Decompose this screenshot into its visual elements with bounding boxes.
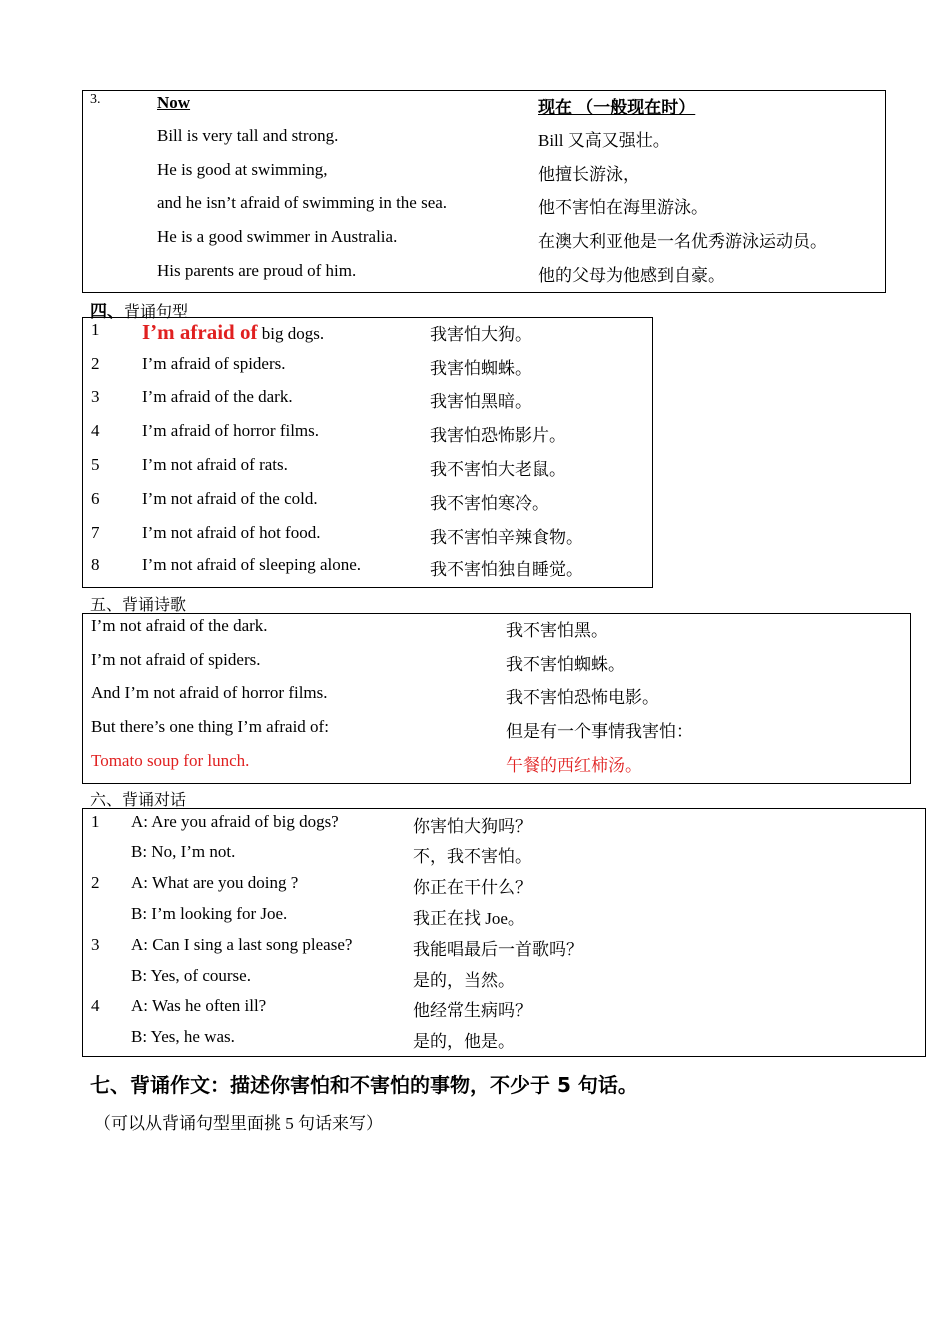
- section-3-row-en: and he isn’t afraid of swimming in the sea.: [157, 193, 448, 212]
- sentence-number: 3: [91, 387, 100, 406]
- dialogue-line-en: B: No, I’m not.: [131, 842, 236, 861]
- poem-line-zh: 午餐的西红柿汤。: [506, 756, 642, 775]
- dialogue-line-zh: 他经常生病吗？: [413, 1001, 532, 1020]
- sentence-zh: 我不害怕独自睡觉。: [430, 560, 583, 579]
- sentence-number: 6: [91, 489, 100, 508]
- section-3-row-en: His parents are proud of him.: [157, 261, 357, 280]
- dialogue-number: 4: [91, 996, 100, 1015]
- dialogue-line-zh: 是的，当然。: [413, 971, 515, 990]
- sentence-zh: 我不害怕辛辣食物。: [430, 528, 583, 547]
- dialogue-line-en: A: What are you doing ?: [131, 873, 299, 892]
- dialogue-line-zh: 是的，他是。: [413, 1032, 515, 1051]
- sentence-number: 4: [91, 421, 100, 440]
- poem-line-zh: 但是有一个事情我害怕：: [506, 722, 693, 741]
- sentence-zh: 我不害怕大老鼠。: [430, 460, 566, 479]
- section-6-title: 六、背诵对话: [90, 792, 187, 809]
- section-3-row-en: He is a good swimmer in Australia.: [157, 227, 398, 246]
- sentence-number: 7: [91, 523, 100, 542]
- sentence-en: I’m not afraid of sleeping alone.: [142, 555, 362, 574]
- section-3-row-zh: 在澳大利亚他是一名优秀游泳运动员。: [538, 232, 827, 251]
- sentence-en: I’m afraid of the dark.: [142, 387, 293, 406]
- section-7-note: （可以从背诵句型里面挑 5 句话来写）: [94, 1114, 383, 1133]
- dialogue-number: 3: [91, 935, 100, 954]
- poem-line-en: Tomato soup for lunch.: [91, 751, 250, 770]
- poem-line-zh: 我不害怕蜘蛛。: [506, 655, 625, 674]
- poem-line-en: I’m not afraid of the dark.: [91, 616, 268, 635]
- sentence-en: [142, 320, 324, 345]
- poem-line-en: I’m not afraid of spiders.: [91, 650, 261, 669]
- sentence-zh: 我害怕大狗。: [430, 325, 532, 344]
- sentence-en: I’m not afraid of the cold.: [142, 489, 318, 508]
- dialogue-line-zh: 我正在找 Joe。: [413, 909, 525, 928]
- sentence-number: 2: [91, 354, 100, 373]
- section-3-number: 3.: [90, 92, 101, 107]
- dialogue-line-zh: 你害怕大狗吗？: [413, 817, 532, 836]
- sentence-zh: 我害怕蜘蛛。: [430, 359, 532, 378]
- section-3-row-zh: 他擅长游泳，: [538, 165, 640, 184]
- section-3-row-en: Bill is very tall and strong.: [157, 126, 339, 145]
- sentence-highlight: I’m afraid of: [142, 320, 258, 344]
- dialogue-line-en: A: Was he often ill?: [131, 996, 267, 1015]
- dialogue-line-zh: 我能唱最后一首歌吗？: [413, 940, 583, 959]
- sentence-zh: 我害怕恐怖影片。: [430, 426, 566, 445]
- section-4-title: 背诵句型: [124, 304, 189, 321]
- poem-line-en: And I’m not afraid of horror films.: [91, 683, 328, 702]
- section-3-title-zh: 现在 （一般现在时）: [538, 98, 696, 117]
- sentence-number: 1: [91, 320, 100, 339]
- sentence-number: 8: [91, 555, 100, 574]
- poem-line-en: But there’s one thing I’m afraid of:: [91, 717, 329, 736]
- sentence-zh: 我害怕黑暗。: [430, 392, 532, 411]
- sentence-number: 5: [91, 455, 100, 474]
- section-3-title-en: Now: [157, 93, 191, 112]
- section-5-title: 五、背诵诗歌: [90, 597, 187, 614]
- dialogue-line-en: B: Yes, he was.: [131, 1027, 235, 1046]
- sentence-en: I’m afraid of spiders.: [142, 354, 286, 373]
- sentence-en: I’m afraid of horror films.: [142, 421, 320, 440]
- section-3-row-en: He is good at swimming,: [157, 160, 328, 179]
- section-3-row-zh: 他的父母为他感到自豪。: [538, 266, 725, 285]
- dialogue-line-zh: 不，我不害怕。: [413, 847, 532, 866]
- dialogue-number: 1: [91, 812, 100, 831]
- sentence-en: I’m not afraid of rats.: [142, 455, 288, 474]
- dialogue-line-en: A: Can I sing a last song please?: [131, 935, 353, 954]
- section-7-title: 七、背诵作文：描述你害怕和不害怕的事物，不少于 5 句话。: [90, 1073, 638, 1097]
- sentence-zh: 我不害怕寒冷。: [430, 494, 549, 513]
- dialogue-number: 2: [91, 873, 100, 892]
- section-4-number: 四、: [90, 302, 124, 321]
- dialogue-line-zh: 你正在干什么？: [413, 878, 532, 897]
- sentence-en: I’m not afraid of hot food.: [142, 523, 321, 542]
- section-3-row-zh: Bill 又高又强壮。: [538, 131, 670, 150]
- dialogue-line-en: B: I’m looking for Joe.: [131, 904, 288, 923]
- dialogue-line-en: B: Yes, of course.: [131, 966, 251, 985]
- poem-line-zh: 我不害怕恐怖电影。: [506, 688, 659, 707]
- poem-line-zh: 我不害怕黑。: [506, 621, 608, 640]
- dialogue-line-en: A: Are you afraid of big dogs?: [131, 812, 339, 831]
- section-3-row-zh: 他不害怕在海里游泳。: [538, 198, 708, 217]
- sentence-rest: big dogs.: [257, 324, 325, 343]
